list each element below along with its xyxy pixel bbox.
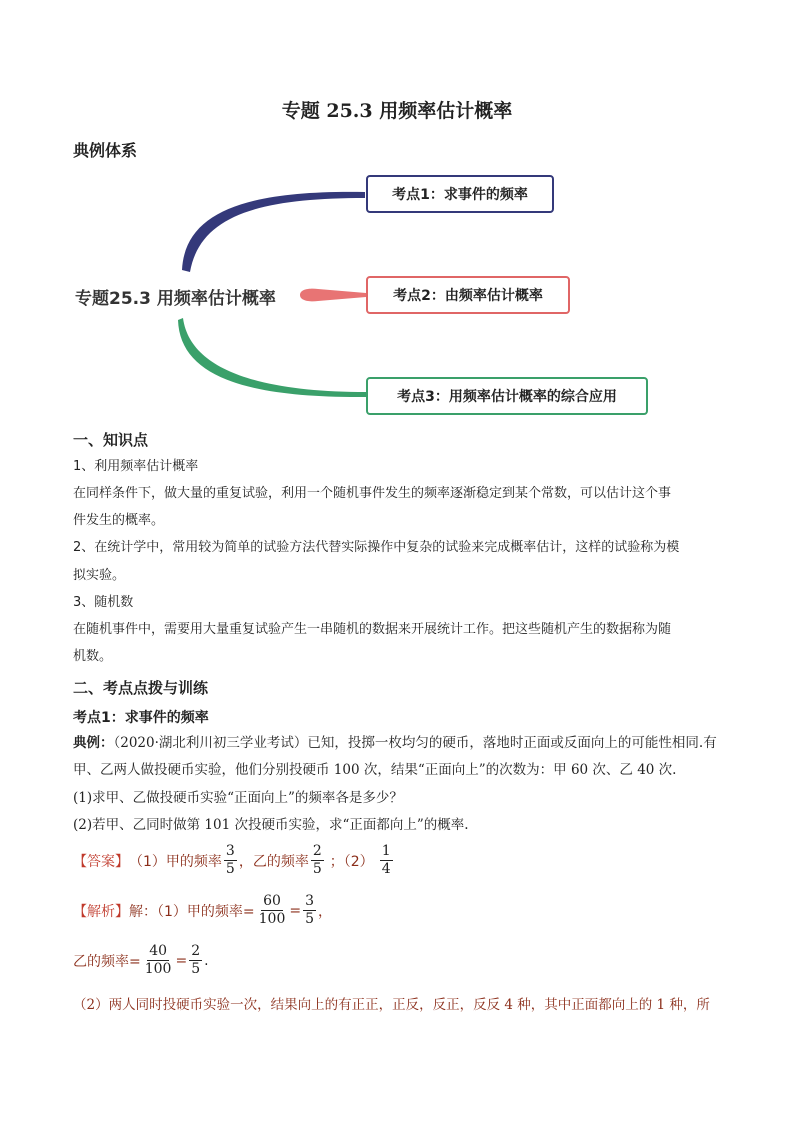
example-line2: 甲、乙两人做投硬币实验，他们分别投硬币 100 次，结果“正面向上”的次数为：甲 60 次、乙 40 次. [73,762,677,778]
analysis-last-line: （2）两人同时投硬币实验一次，结果向上的有正正，正反，反正，反反 4 种，其中正面都向上的 1 种，所 [73,997,710,1013]
yi-text: 乙的频率= [73,953,141,970]
analysis-fraction-2: $\frac{3}{5}$ [305,893,315,927]
answer-part3: ；（2） [329,853,374,870]
kaodian1-heading: 考点1：求事件的频率 [73,710,209,726]
yi-eq: = [175,952,188,969]
yi-fraction-2: $\frac{2}{5}$ [191,943,201,977]
yi-tail: . [204,952,209,969]
item2-line2: 拟实验。 [73,568,126,583]
yi-fraction-1: $\frac{40}{100}$ [144,943,172,977]
analysis-tail: ， [318,903,333,920]
yi-line [73,943,209,978]
section-system-heading: 典例体系 [73,141,138,160]
example-line1 [73,730,717,756]
item1-line2: 件发生的概率。 [73,513,165,528]
answer-fraction-2: $\frac{2}{5}$ [312,843,322,877]
page-title: 专题 25.3 用频率估计概率 [281,100,513,122]
item2-line1: 2、在统计学中，常用较为简单的试验方法代替实际操作中复杂的试验来完成概率估计，这样的试验称为模 [73,540,680,555]
analysis-line [73,893,332,928]
mindmap-node-3: 考点3：用频率估计概率的综合应用 [366,377,648,415]
item3-line1: 在随机事件中，需要用大量重复试验产生一串随机的数据来开展统计工作。把这些随机产生的数据称为随 [73,622,672,637]
item3-line2: 机数。 [73,649,113,664]
item1-title: 1、利用频率估计概率 [73,459,199,474]
analysis-fraction-1: $\frac{60}{100}$ [258,893,286,927]
analysis-label: 【解析】 [73,903,129,920]
mindmap-node-2: 考点2：由频率估计概率 [366,276,570,314]
answer-part2: ，乙的频率 [238,853,309,870]
answer-label: 【答案】 [73,853,129,870]
mindmap-node-1: 考点1：求事件的频率 [366,175,554,213]
item3-title: 3、随机数 [73,595,134,610]
example-text1: （2020·湖北利川初三学业考试）已知，投掷一枚均匀的硬币，落地时正面或反面向上的可能性相同.有 [113,735,717,751]
mindmap-center: 专题25.3 用频率估计概率 [75,289,276,309]
answer-fraction-1: $\frac{3}{5}$ [225,843,235,877]
answer-line [73,843,395,878]
section1-heading: 一、知识点 [73,431,149,449]
question-2: (2)若甲、乙同时做第 101 次投硬币实验，求“正面都向上”的概率. [73,817,469,833]
answer-part1: （1）甲的频率 [129,853,222,870]
analysis-eq: = [289,902,302,919]
question-1: (1)求甲、乙做投硬币实验“正面向上”的频率各是多少？ [73,790,403,806]
analysis-text: 解：（1）甲的频率= [129,903,255,920]
connector-blue [182,192,365,272]
connector-red [300,289,366,302]
item1-line1: 在同样条件下，做大量的重复试验，利用一个随机事件发生的频率逐渐稳定到某个常数，可以估计这个事 [73,486,672,501]
answer-fraction-3: $\frac{1}{4}$ [381,843,391,877]
example-label: 典例： [73,735,114,751]
section2-heading: 二、考点点拨与训练 [73,679,209,697]
connector-green [178,318,366,397]
